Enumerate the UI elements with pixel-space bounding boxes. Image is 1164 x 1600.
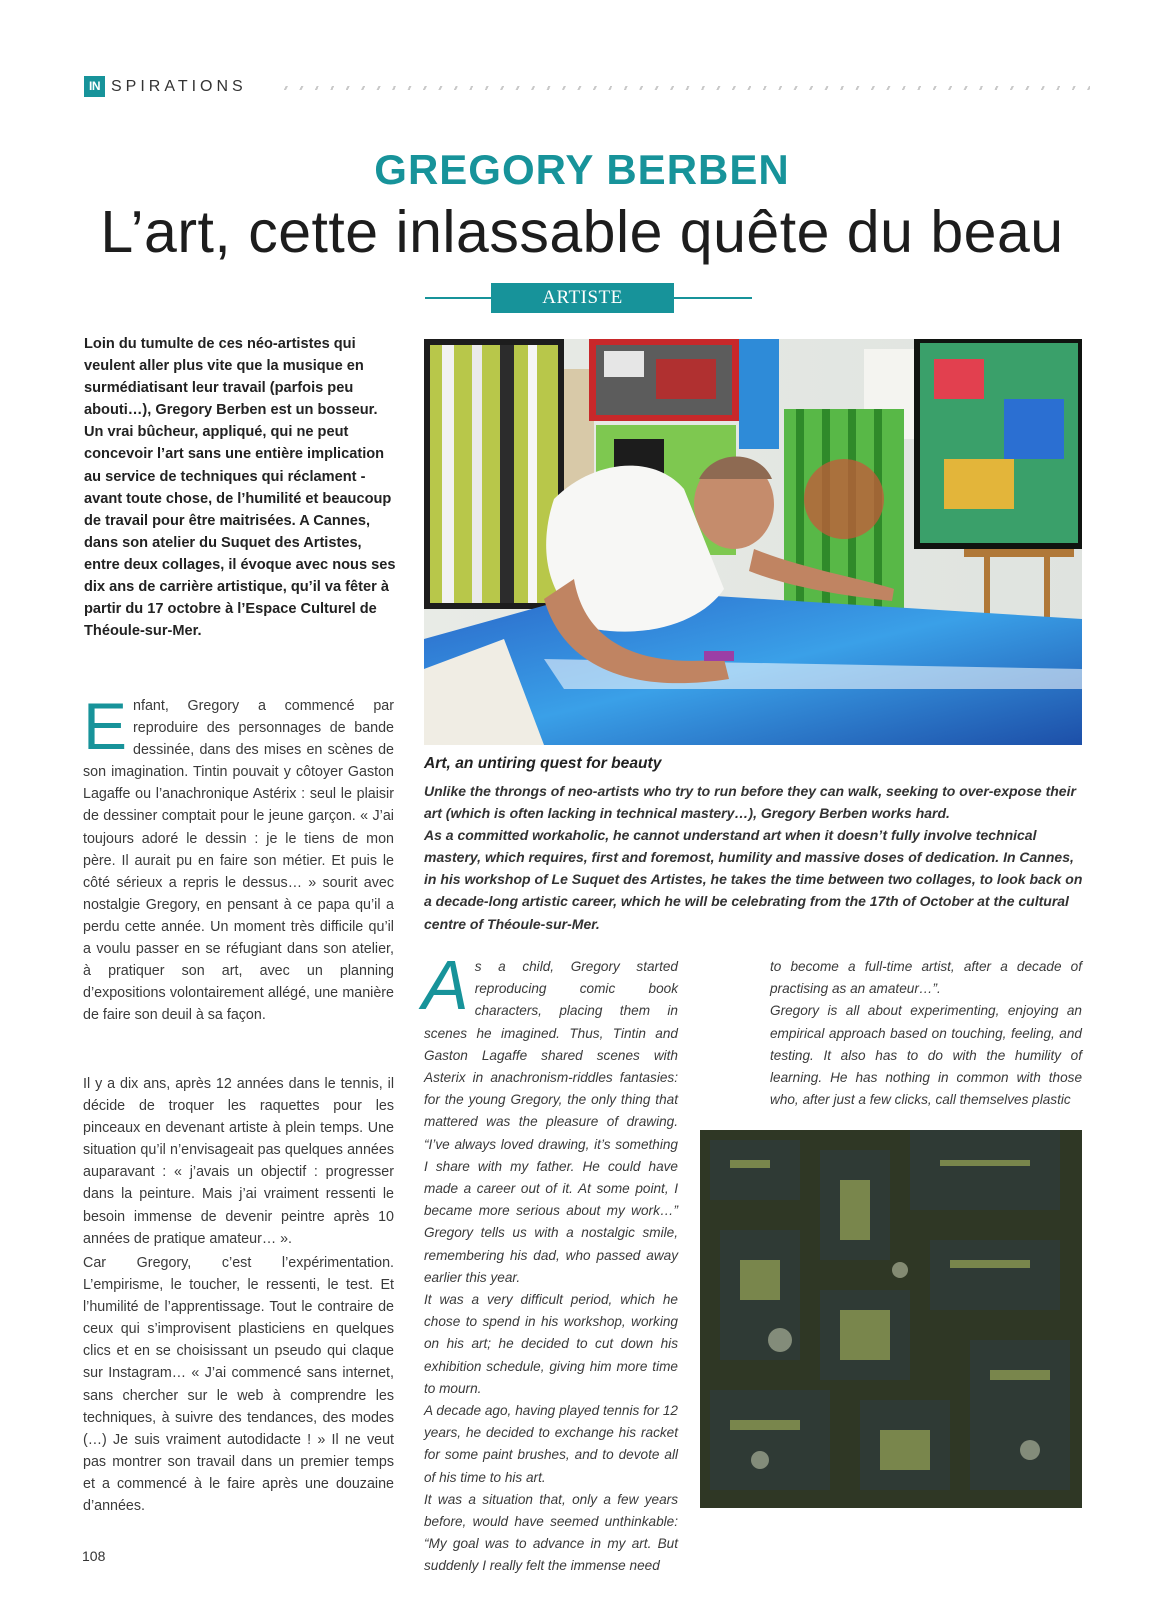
french-paragraph-3: Car Gregory, c’est l’expérimentation. L’empirisme, le toucher, le ressenti, le test. Et l’humilité de l’apprentissage. Tout le contraire de ceux qui s’improvisent plasticiens en quelques clics et en se choisissant un pseudo qui claque sur Instagram… « J’ai commencé sans internet, sans chercher sur le web à comprendre les techniques, à suivre des tendances, des modes (…) Je suis vraiment autodidacte ! » Il ne veut pas montrer son travail dans un premier temps et a commencé à le faire après une douzaine d’années. xyxy=(83,1255,394,1515)
artwork-circuit-image xyxy=(700,1130,1082,1508)
french-paragraph-2: Il y a dix ans, après 12 années dans le tennis, il décide de troquer les raquettes pour les pinceaux en devenant artiste à plein temps. Une situation qu’il n’envisageait pas quelques années auparavant : « j’avais un objectif : progresser dans la peinture. Mais j’ai vraiment ressenti le besoin immense de devenir peintre après 10 années de pratique amateur… ». xyxy=(83,1076,394,1247)
english-paragraph-1-text: s a child, Gregory started reproducing comic book characters, placing them in scenes he imagined. Thus, Tintin and Gaston Lagaffe shared scenes with Asterix in anachronism-riddles fantasies: for the young Gregory, the only thing that mattered was the pleasure of drawing. “I’ve always loved drawing, it’s something I share with my father. He could have made a career out of it. At some point, I became more serious about my work…” Gregory tells us with a nostalgic smile, remembering his dad, who passed away earlier this year. xyxy=(424,959,678,1285)
drop-cap-english: A xyxy=(422,946,469,1024)
category-tag: ARTISTE xyxy=(491,283,674,313)
caption-paragraph-2: As a committed workaholic, he cannot understand art when it doesn’t fully involve technical mastery, which requires, first and foremost, humility and massive doses of dedication. In Cannes, in his workshop of Le Suquet des Artistes, he takes the time between two collages, to look back on a decade-long artistic career, which he will be celebrating from the 17th of October at the cultural centre of Théoule-sur-Mer. xyxy=(424,827,1083,932)
magazine-logo: IN xyxy=(84,76,105,97)
english-paragraph-4: It was a situation that, only a few years before, would have seemed unthinkable: “My goal was to advance in my art. But suddenly I really felt the immense need xyxy=(424,1491,678,1574)
artist-studio-photo xyxy=(424,339,1082,745)
french-paragraph-1 xyxy=(83,689,394,1026)
english-column-2 xyxy=(770,956,1082,1111)
caption-summary xyxy=(424,780,1084,935)
english-paragraph-2: It was a very difficult period, which he chose to spend in his workshop, working on his art; he decided to cut down his exhibition schedule, giving him more time to mourn. xyxy=(424,1292,678,1396)
english-column-1 xyxy=(422,946,678,1578)
english-paragraph-6: Gregory is all about experimenting, enjoying an empirical approach based on touching, feeling, and testing. It also has to do with the humility of learning. He has nothing in common with those who, after just a few clicks, call themselves plastic xyxy=(770,1003,1082,1108)
artist-name: GREGORY BERBEN xyxy=(374,146,790,193)
decorative-divider xyxy=(278,86,1090,90)
french-paragraph-1-text: nfant, Gregory a commencé par reproduire des personnages de bande dessinée, dans des mises en scènes de son imagination. Tintin pouvait y côtoyer Gaston Lagaffe ou l’anachronique Astérix : seul le plaisir de dessiner comptait pour le jeune garçon. « J’ai toujours adoré le dessin : je le tiens de mon père. Il aurait pu en faire son métier. Et puis le côté sérieux a repris le dessus… » sourit avec nostalgie Gregory, en pensant à ce papa qu’il a perdu cette année. Un moment très difficile qu’il a voulu passer en se réfugiant dans son atelier, à pratiquer son art, avec un planning d’expositions volontairement allégé, une manière de faire son deuil à sa façon. xyxy=(83,698,394,1024)
tag-rule-right xyxy=(674,297,752,299)
page-number: 108 xyxy=(82,1548,106,1564)
article-headline: L’art, cette inlassable quête du beau xyxy=(100,199,1064,265)
drop-cap: E xyxy=(83,689,128,763)
english-paragraph-5: to become a full-time artist, after a decade of practising as an amateur…”. xyxy=(770,959,1082,997)
english-paragraph-1 xyxy=(422,946,678,1289)
english-paragraph-3: A decade ago, having played tennis for 12 years, he decided to exchange his racket for some paint brushes, and to devote all of his time to his art. xyxy=(424,1403,678,1485)
section-title: SPIRATIONS xyxy=(111,78,247,95)
caption-paragraph-1: Unlike the throngs of neo-artists who try to run before they can walk, seeking to over-expose their art (which is often lacking in technical mastery…), Gregory Berben works hard. xyxy=(424,783,1076,822)
intro-paragraph: Loin du tumulte de ces néo-artistes qui veulent aller plus vite que la musique en surmédiatisant leur travail (parfois peu abouti…), Gregory Berben est un bosseur. Un vrai bûcheur, appliqué, qui ne peut concevoir l’art sans une entière implication au service de techniques qui réclament -avant toute chose, de l’humilité et beaucoup de travail pour être maitrisées. A Cannes, dans son atelier du Suquet des Artistes, entre deux collages, il évoque avec nous ses dix ans de carrière artistique, qu’il va fêter à partir du 17 octobre à l’Espace Culturel de Théoule-sur-Mer. xyxy=(84,336,396,640)
tag-rule-left xyxy=(425,297,491,299)
caption-title: Art, an untiring quest for beauty xyxy=(424,755,662,772)
